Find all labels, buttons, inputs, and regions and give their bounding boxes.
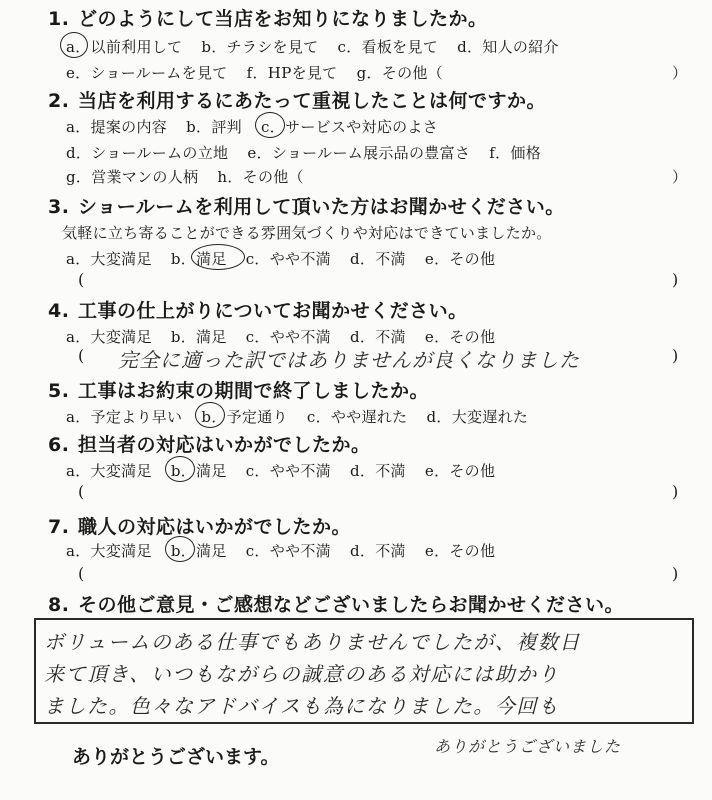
question-7-note-field[interactable]	[0, 564, 712, 586]
q3-paren-open: (	[78, 270, 85, 289]
q4-option-a[interactable]: a．大変満足	[66, 328, 152, 346]
question-1-options-row-1	[66, 36, 573, 57]
q7-option-c[interactable]: c．やや不満	[245, 542, 331, 560]
q6-option-e[interactable]: e．その他	[424, 462, 496, 480]
q4-handwritten-note: 完全に適った訳ではありませんが良くなりました	[118, 348, 580, 372]
q6-option-a[interactable]: a．大変満足	[66, 462, 152, 480]
question-6-note-field[interactable]	[0, 482, 712, 504]
question-3-title: 3. ショールームを利用して頂いた方はお聞かせください。	[48, 196, 565, 218]
thanks-printed: ありがとうございます。	[72, 746, 280, 768]
question-6-options	[66, 460, 509, 481]
q6-option-b[interactable]: b．満足	[171, 460, 227, 481]
q2-option-h[interactable]: h．その他（	[217, 168, 304, 186]
q4-option-e[interactable]: e．その他	[424, 328, 496, 346]
q3-option-e[interactable]: e．その他	[424, 250, 496, 268]
q2-option-g[interactable]: g．営業マンの人柄	[66, 168, 199, 186]
q4-paren-close: )	[672, 346, 679, 365]
thanks-handwritten: ありがとうございました	[434, 737, 622, 756]
comment-box[interactable]	[34, 618, 694, 724]
q3-option-b[interactable]: b．満足	[171, 248, 227, 269]
q7-option-a[interactable]: a．大変満足	[66, 542, 152, 560]
comment-line-3: ました。色々なアドバイスも為になりました。今回も	[44, 694, 560, 718]
q4-option-b[interactable]: b．満足	[170, 328, 227, 346]
question-4-note-field[interactable]	[0, 346, 712, 372]
question-8-title: 8. その他ご意見・ご感想などございましたらお聞かせください。	[48, 594, 625, 616]
question-4-title: 4. 工事の仕上がりについてお聞かせください。	[48, 300, 468, 322]
q4-option-c[interactable]: c．やや不満	[245, 328, 331, 346]
comment-line-2: 来て頂き、いつもながらの誠意のある対応には助かり	[44, 662, 560, 686]
q1-option-b[interactable]: b．チラシを見て	[201, 38, 319, 56]
q2-option-e[interactable]: e．ショールーム展示品の豊富さ	[247, 144, 471, 162]
question-3-subtitle: 気軽に立ち寄ることができる雰囲気づくりや対応はできていましたか。	[62, 224, 552, 242]
q3-option-a[interactable]: a．大変満足	[66, 250, 152, 268]
q7-paren-close: )	[672, 564, 679, 583]
q7-option-b[interactable]: b．満足	[171, 540, 227, 561]
question-1-title: 1. どのようにして当店をお知りになりましたか。	[48, 8, 488, 30]
question-7-options	[66, 540, 509, 561]
q4-paren-open: (	[78, 346, 85, 365]
q6-paren-open: (	[78, 482, 85, 501]
question-5-title: 5. 工事はお約束の期間で終了しましたか。	[48, 380, 430, 402]
q2-option-a[interactable]: a．提案の内容	[66, 118, 168, 136]
q7-paren-open: (	[78, 564, 85, 583]
question-2-title: 2. 当店を利用するにあたって重視したことは何ですか。	[48, 90, 547, 112]
q7-option-e[interactable]: e．その他	[424, 542, 496, 560]
q1-option-d[interactable]: d．知人の紹介	[457, 38, 559, 56]
question-2-options-row-1	[66, 116, 452, 137]
question-1-options-row-2	[66, 62, 686, 83]
q1-option-g[interactable]: g．その他（	[356, 64, 443, 82]
q2-option-b[interactable]: b．評判	[186, 118, 242, 136]
question-5-options	[66, 406, 542, 427]
question-2-options-row-2	[66, 142, 555, 163]
q1-paren-close: ）	[672, 64, 688, 82]
q5-option-b[interactable]: b．予定通り	[201, 406, 287, 427]
q6-paren-close: )	[672, 482, 679, 501]
q1-option-c[interactable]: c．看板を見て	[337, 38, 439, 56]
q2-option-c[interactable]: c．サービスや対応のよさ	[261, 116, 438, 137]
q5-option-a[interactable]: a．予定より早い	[66, 408, 183, 426]
q2-option-f[interactable]: f．価格	[489, 144, 542, 162]
comment-line-1: ボリュームのある仕事でもありませんでしたが、複数日	[44, 630, 581, 654]
question-6-title: 6. 担当者の対応はいかがでしたか。	[48, 434, 371, 456]
q1-option-e[interactable]: e．ショールームを見て	[66, 64, 228, 82]
question-3-note-field[interactable]	[0, 270, 712, 292]
q1-option-f[interactable]: f．HPを見て	[246, 64, 338, 82]
q7-option-d[interactable]: d．不満	[350, 542, 406, 560]
question-2-options-row-3	[66, 166, 686, 187]
q5-option-d[interactable]: d．大変遅れた	[426, 408, 529, 426]
q5-option-c[interactable]: c．やや遅れた	[306, 408, 408, 426]
q2-paren-close: ）	[672, 168, 688, 186]
q3-paren-close: )	[672, 270, 679, 289]
q2-option-d[interactable]: d．ショールームの立地	[66, 144, 229, 162]
q6-option-d[interactable]: d．不満	[350, 462, 406, 480]
q4-option-d[interactable]: d．不満	[350, 328, 406, 346]
question-7-title: 7. 職人の対応はいかがでしたか。	[48, 516, 352, 538]
q1-option-a[interactable]: a．以前利用して	[66, 36, 182, 57]
q6-option-c[interactable]: c．やや不満	[245, 462, 331, 480]
q3-option-c[interactable]: c．やや不満	[245, 250, 331, 268]
question-3-options	[66, 248, 509, 269]
q3-option-d[interactable]: d．不満	[350, 250, 406, 268]
